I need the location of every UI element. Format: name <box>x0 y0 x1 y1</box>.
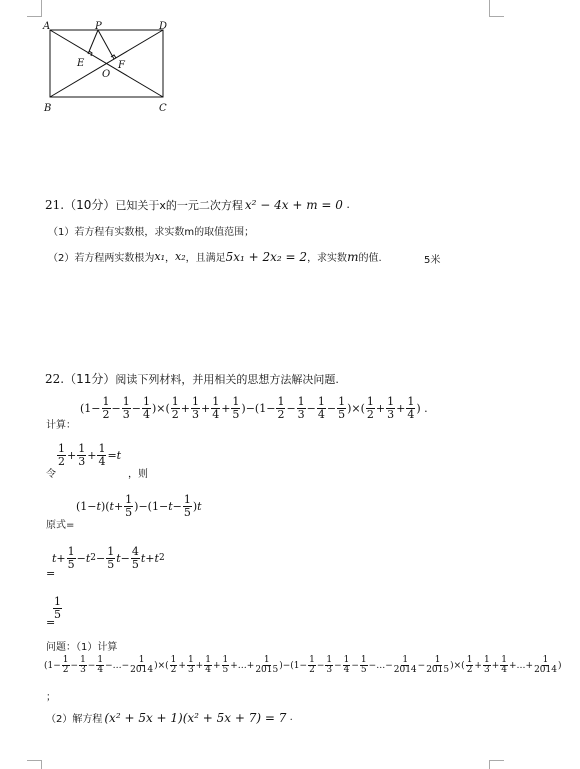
q22-stem: 阅读下列材料，并用相关的思想方法解决问题. <box>115 372 339 386</box>
q22-problem2-equation: (x² + 5x + 1)(x² + 5x + 7) = 7 <box>104 710 287 725</box>
q22-problem2: （2）解方程 (x² + 5x + 1)(x² + 5x + 7) = 7 . <box>46 710 293 725</box>
label-o: O <box>102 69 111 80</box>
q22-problem1: 问题：（1）计算 <box>46 642 118 653</box>
label-d: D <box>159 21 168 32</box>
corner-mark-top-left <box>27 0 42 17</box>
q21-number: 21. <box>45 197 65 212</box>
q21-part2-c: ，求实数 <box>307 253 348 264</box>
q21-line1: 21. （10分） 已知关于x的一元二次方程 x² − 4x + m = 0 . <box>45 197 350 212</box>
q22-orig-expression: (1− t )( t + $\frac{1}{5}$ )−(1− t − $\frac{1}{5}$ ) t <box>76 493 202 519</box>
q21-note: 5米 <box>424 255 441 266</box>
q21-equation: x² − 4x + m = 0 <box>244 197 343 212</box>
q22-let-tail: ，则 <box>128 469 148 480</box>
q22-eq1-expression: t + $\frac{1}{5}$ − t 2 − $\frac{1}{5}$ t − $\frac{4}{5}$ t + t 2 <box>52 545 165 571</box>
q22-eq2-sign: = <box>46 616 56 629</box>
segment-pf <box>98 30 114 59</box>
rectangle-figure <box>40 20 175 115</box>
label-a: A <box>43 21 51 32</box>
q21-part2-b: ，且满足 <box>185 253 226 264</box>
corner-mark-top-right <box>489 0 504 17</box>
q21-score: （10分） <box>64 198 116 212</box>
q21-m: m <box>347 249 359 264</box>
q22-calc-expression: (1− $\frac{1}{2}$ − $\frac{1}{3}$ − $\frac{1}{4}$ )×( $\frac{1}{2}$ + $\frac{1}{3}$ + $\frac{1}{4}$ + $\frac{1}{5}$ )−(1− $\frac{1}{2}$ − $\frac{1}{3}$ − $\frac{1}{4}$ − $\frac{1}{5}$ )×( $\frac{1}{2}$ + $\frac{1}{3}$ + $\frac{1}{4}$ ) . <box>80 395 428 421</box>
q22-let-label: 令 <box>46 469 56 480</box>
q21-x1: x₁ <box>154 250 165 263</box>
label-p: P <box>95 21 102 32</box>
q22-semicolon: ； <box>46 692 56 703</box>
q22-problem2-label: （2）解方程 <box>46 714 103 725</box>
q22-eq1-sign: = <box>46 567 56 580</box>
q22-score: （11分） <box>64 372 116 386</box>
label-f: F <box>118 60 125 71</box>
q21-stem: 已知关于x的一元二次方程 <box>115 198 243 212</box>
label-c: C <box>159 103 167 114</box>
q22-calc-label: 计算： <box>46 420 76 431</box>
q22-line1 <box>45 370 339 387</box>
q21-part1: （1）若方程有实数根，求实数m的取值范围； <box>48 227 255 238</box>
q22-eq2-expression: $\frac{1}{5}$ <box>54 595 61 621</box>
q21-condition: 5x₁ + 2x₂ = 2 <box>225 249 308 264</box>
q22-let-expression: $\frac{1}{2}$ + $\frac{1}{3}$ + $\frac{1}{4}$ = t <box>58 442 122 468</box>
q21-part2-d: 的值. <box>358 253 382 264</box>
q22-orig-label: 原式= <box>46 520 75 531</box>
q22-number: 22. <box>45 371 65 386</box>
q22-problem1-expression: (1− $\frac{1}{2}$ − $\frac{1}{3}$ − $\frac{1}{4}$ −…− $\frac{1}{2014}$ )×( $\frac{1}{2}$ + $\frac{1}{3}$ + $\frac{1}{4}$ + $\frac{1}{5}$ +…+ $\frac{1}{2015}$ )−(1− $\frac{1}{2}$ − $\frac{1}{3}$ − $\frac{1}{4}$ − $\frac{1}{5}$ −…− $\frac{1}{2014}$ − $\frac{1}{2015}$ )×( $\frac{1}{2}$ + $\frac{1}{3}$ + $\frac{1}{4}$ +…+ $\frac{1}{2014}$ ) <box>44 655 562 676</box>
q21-part2 <box>48 249 382 264</box>
q21-part2-a: （2）若方程两实数根为 <box>48 253 155 264</box>
q21-x2: x₂ <box>175 250 186 263</box>
label-e: E <box>77 58 85 69</box>
q21-sep: ， <box>165 253 175 264</box>
label-b: B <box>44 103 52 114</box>
segment-pe <box>88 30 98 54</box>
